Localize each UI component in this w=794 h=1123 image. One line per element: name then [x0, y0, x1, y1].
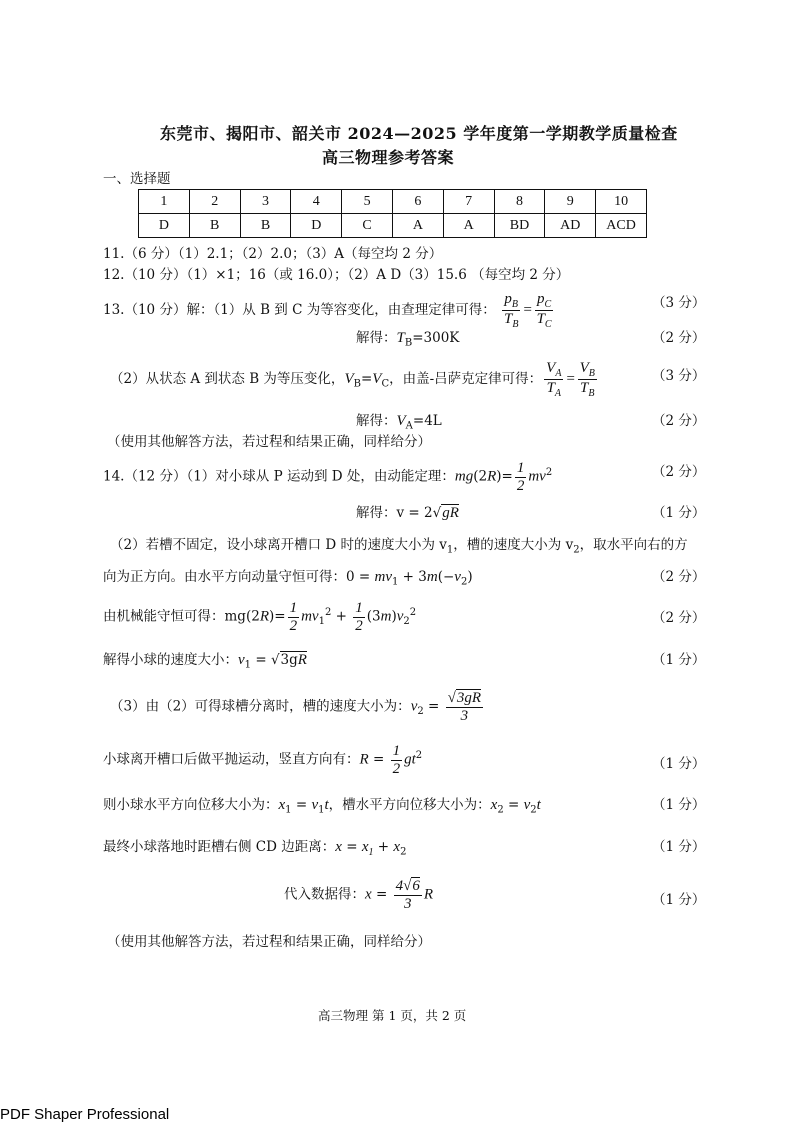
section-heading-choice: 一、选择题	[103, 171, 171, 187]
table-cell: 3	[240, 190, 291, 214]
q14-score11: （1 分）	[652, 892, 706, 908]
table-cell: ACD	[596, 214, 647, 238]
table-row-answers	[139, 214, 647, 238]
q14-line1: 14.（12 分）（1）对小球从 P 运动到 D 处，由动能定理：mg(2R)= $\frac{1}{2}$ $mv^2$	[103, 460, 553, 494]
q14-text9a: 则小球水平方向位移大小为：	[103, 797, 279, 813]
page-title-line2: 高三物理参考答案	[322, 148, 455, 167]
table-cell: 6	[392, 190, 443, 214]
table-cell: D	[139, 214, 190, 238]
q14-text11: 代入数据得：	[284, 886, 365, 903]
charles-law-formula: $\frac{p_B}{T_B}$	[504, 291, 519, 330]
gay-lussac-formula-rhs: $\frac{V_B}{T_B}$	[579, 360, 595, 399]
page-footer: 高三物理 第 1 页，共 2 页	[318, 1008, 467, 1023]
q14-score10: （1 分）	[652, 839, 706, 855]
q14-score2: （1 分）	[652, 505, 706, 521]
table-cell: 2	[189, 190, 240, 214]
q14-line3: （2）若槽不固定，设小球离开槽口 D 时的速度大小为 $v_1$，槽的速度大小为 $v_2$，取水平向右的方	[110, 537, 688, 556]
q14-text: 14.（12 分）（1）对小球从 P 运动到 D 处，由动能定理：	[103, 468, 455, 485]
table-cell: A	[392, 214, 443, 238]
watermark-text: PDF Shaper Professional	[0, 1106, 170, 1123]
table-cell: C	[342, 214, 393, 238]
q13-part2-text-b: ，由盖-吕萨克定律可得：	[389, 371, 543, 387]
table-cell: 10	[596, 190, 647, 214]
q14-line6: 解得小球的速度大小：$v_1 = √3gR$	[103, 652, 307, 671]
q14-line2: 解得：v = 2√gR	[356, 505, 459, 521]
q13-line3: （2）从状态 A 到状态 B 为等压变化，$V_B=V_C$，由盖-吕萨克定律可得： $\frac{V_A}{T_A}$ = $\frac{V_B}{T_B}$	[110, 360, 595, 399]
q13-score4: （2 分）	[652, 413, 706, 429]
table-row-numbers	[139, 190, 647, 214]
q14-text3c: ，取水平向右的方	[579, 537, 688, 553]
table-cell: 5	[342, 190, 393, 214]
q13-part2-text: （2）从状态 A 到状态 B 为等压变化，	[110, 371, 345, 387]
answer-table	[138, 189, 647, 238]
q14-score8: （1 分）	[652, 756, 706, 772]
q13-line4: 解得：$V_A=4L$	[356, 413, 442, 432]
table-cell: 1	[139, 190, 190, 214]
page-title-line1: 东莞市、揭阳市、韶关市 2024—2025 学年度第一学期教学质量检查	[160, 124, 678, 143]
table-cell: B	[189, 214, 240, 238]
q14-text4: 向为正方向。由水平方向动量守恒可得：	[103, 569, 346, 585]
q14-score1: （2 分）	[652, 464, 706, 480]
gay-lussac-formula: $\frac{V_A}{T_A}$	[546, 360, 562, 399]
table-cell: 9	[545, 190, 596, 214]
q14-line8: 小球离开槽口后做平抛运动，竖直方向有：R = $\frac{1}{2}$ $gt^2$	[103, 743, 423, 777]
q14-line5: 由机械能守恒可得：mg(2R)= $\frac{1}{2}$ $mv_1^2$ + $\frac{1}{2}$ $(3m)v_2^2$	[103, 600, 417, 634]
q12-answer: 12.（10 分）（1）×1；16（或 16.0）；（2）A D（3）15.6 （每空均 2 分）	[103, 267, 570, 283]
table-cell: B	[240, 214, 291, 238]
q13-solve-label: 解得：	[356, 330, 397, 346]
table-cell: 8	[494, 190, 545, 214]
q14-score4: （2 分）	[652, 569, 706, 585]
q14-line7: （3）由（2）可得球槽分离时，槽的速度大小为：$v_2$ = $\frac{√3gR}{3}$	[110, 690, 482, 724]
q14-line4: 向为正方向。由水平方向动量守恒可得：$0 = mv_1 + 3m(-v_2)$	[103, 569, 473, 588]
q13-score3: （3 分）	[652, 368, 706, 384]
charles-law-formula-rhs: $\frac{p_C}{T_C}$	[536, 291, 552, 330]
q14-text5: 由机械能守恒可得：	[103, 608, 225, 625]
q14-text8: 小球离开槽口后做平抛运动，竖直方向有：	[103, 751, 360, 768]
q13-text: 13.（10 分）解：（1）从 B 到 C 为等容变化，由查理定律可得：	[103, 302, 496, 318]
q13-line1: 13.（10 分）解：（1）从 B 到 C 为等容变化，由查理定律可得： $\frac{p_B}{T_B}$ = $\frac{p_C}{T_C}$	[103, 291, 552, 330]
table-cell: AD	[545, 214, 596, 238]
table-cell: 4	[291, 190, 342, 214]
q13-score1: （3 分）	[652, 295, 706, 311]
q14-score6: （1 分）	[652, 652, 706, 668]
q14-note: （使用其他解答方法，若过程和结果正确，同样给分）	[107, 934, 431, 950]
table-cell: A	[443, 214, 494, 238]
q14-text3b: ，槽的速度大小为 v	[453, 537, 574, 553]
q14-line11: 代入数据得：x = $\frac{4√6}{3}$ R	[284, 878, 433, 912]
q14-text3a: （2）若槽不固定，设小球离开槽口 D 时的速度大小为 v	[110, 537, 447, 553]
q14-line10: 最终小球落地时距槽右侧 CD 边距离：$x = x_1 + x_2$	[103, 839, 407, 858]
table-cell: BD	[494, 214, 545, 238]
q14-solve-label: 解得：	[356, 505, 397, 521]
q14-text10: 最终小球落地时距槽右侧 CD 边距离：	[103, 839, 336, 855]
q13-note: （使用其他解答方法，若过程和结果正确，同样给分）	[107, 434, 431, 450]
q13-solve-label2: 解得：	[356, 413, 397, 429]
q14-text6: 解得小球的速度大小：	[103, 652, 238, 668]
q11-answer: 11.（6 分）（1）2.1；（2）2.0；（3）A（每空均 2 分）	[103, 246, 443, 262]
q13-line2: 解得：$T_B=300K$	[356, 330, 460, 349]
q14-score5: （2 分）	[652, 610, 706, 626]
q14-text7: （3）由（2）可得球槽分离时，槽的速度大小为：	[110, 698, 411, 715]
table-cell: 7	[443, 190, 494, 214]
table-cell: D	[291, 214, 342, 238]
q14-text9b: ，槽水平方向位移大小为：	[328, 797, 491, 813]
q13-score2: （2 分）	[652, 330, 706, 346]
q14-score9: （1 分）	[652, 797, 706, 813]
q14-line9: 则小球水平方向位移大小为：$x_1 = v_1t$，槽水平方向位移大小为：$x_2 = v_2t$	[103, 797, 541, 816]
